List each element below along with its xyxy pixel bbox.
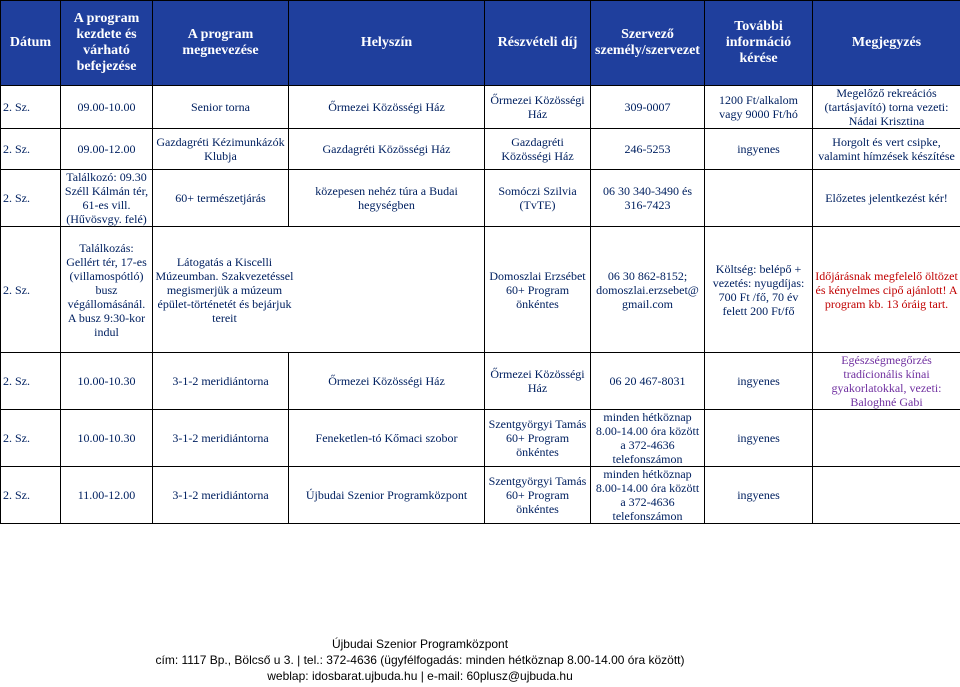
row-date: 2. Sz. [1,227,61,353]
row-time: 09.00-10.00 [61,86,153,129]
row-note [813,410,960,467]
table-row [1,467,960,524]
row-organizer: Őrmezei Közösségi Ház [485,86,591,129]
row-program-name: 60+ természetjárás [153,170,289,227]
header-date: Dátum [1,1,61,86]
row-note: Időjárásnak megfelelő öltözet és kényelmes cipő ajánlott! A program kb. 13 óráig tart. [813,227,960,353]
row-program-name: Gazdagréti Kézimunkázók Klubja [153,129,289,170]
table-row [1,410,960,467]
row-program-name: Látogatás a Kiscelli Múzeumban. Szakvezetéssel megismerjük a múzeum épület-történetét és bejárjuk tereit [153,227,485,353]
header-name: A program megnevezése [153,1,289,86]
row-program-name: Senior torna [153,86,289,129]
row-location: Feneketlen-tó Kőmaci szobor [289,410,485,467]
table-row [1,86,960,129]
row-organizer: Somóczi Szilvia (TvTE) [485,170,591,227]
row-location: közepesen nehéz túra a Budai hegységben [289,170,485,227]
row-fee [705,170,813,227]
footer-web: weblap: idosbarat.ujbuda.hu | e-mail: 60plusz@ujbuda.hu [267,669,573,683]
row-contact: 06 20 467-8031 [591,353,705,410]
row-program-name: 3-1-2 meridiántorna [153,353,289,410]
row-organizer: Domoszlai Erzsébet 60+ Program önkéntes [485,227,591,353]
row-contact: 06 30 862-8152; domoszlai.erzsebet@ gmail.com [591,227,705,353]
row-fee: ingyenes [705,467,813,524]
row-contact: 309-0007 [591,86,705,129]
row-program-name: 3-1-2 meridiántorna [153,467,289,524]
row-date: 2. Sz. [1,467,61,524]
row-date: 2. Sz. [1,129,61,170]
row-date: 2. Sz. [1,170,61,227]
header-row [1,1,960,86]
row-time: 10.00-10.30 [61,410,153,467]
row-location: Újbudai Szenior Programközpont [289,467,485,524]
row-time: 11.00-12.00 [61,467,153,524]
table-row [1,170,960,227]
row-contact: minden hétköznap 8.00-14.00 óra között a 372-4636 telefonszámon [591,410,705,467]
header-info: További információ kérése [705,1,813,86]
row-fee: 1200 Ft/alkalom vagy 9000 Ft/hó [705,86,813,129]
header-note: Megjegyzés [813,1,960,86]
row-time: Találkozó: 09.30 Széll Kálmán tér, 61-es vill. (Hűvösvgy. felé) [61,170,153,227]
row-date: 2. Sz. [1,410,61,467]
header-fee: Részvételi díj [485,1,591,86]
footer-org-name: Újbudai Szenior Programközpont [331,637,509,651]
row-contact: 06 30 340-3490 és 316-7423 [591,170,705,227]
row-organizer: Szentgyörgyi Tamás 60+ Program önkéntes [485,410,591,467]
row-date: 2. Sz. [1,353,61,410]
row-program-name: 3-1-2 meridiántorna [153,410,289,467]
row-fee: ingyenes [705,353,813,410]
table-row [1,227,960,353]
row-fee: ingyenes [705,410,813,467]
table-row [1,353,960,410]
row-note [813,467,960,524]
row-contact: minden hétköznap 8.00-14.00 óra között a 372-4636 telefonszámon [591,467,705,524]
row-contact: 246-5253 [591,129,705,170]
row-note: Egészségmegőrzés tradícionális kínai gyakorlatokkal, vezeti: Baloghné Gabi [813,353,960,410]
header-location: Helyszín [289,1,485,86]
row-location: Őrmezei Közösségi Ház [289,86,485,129]
row-organizer: Gazdagréti Közösségi Ház [485,129,591,170]
table-row [1,129,960,170]
row-location: Gazdagréti Közösségi Ház [289,129,485,170]
row-note: Megelőző rekreációs (tartásjavító) torna vezeti: Nádai Krisztina [813,86,960,129]
row-time: 10.00-10.30 [61,353,153,410]
row-fee: ingyenes [705,129,813,170]
row-note: Előzetes jelentkezést kér! [813,170,960,227]
row-note: Horgolt és vert csipke, valamint hímzések készítése [813,129,960,170]
row-organizer: Őrmezei Közösségi Ház [485,353,591,410]
row-time: Találkozás: Gellért tér, 17-es (villamospótló) busz végállomásánál. A busz 9:30-kor indul [61,227,153,353]
row-date: 2. Sz. [1,86,61,129]
row-organizer: Szentgyörgyi Tamás 60+ Program önkéntes [485,467,591,524]
footer-address: cím: 1117 Bp., Bölcső u 3. | tel.: 372-4636 (ügyfélfogadás: minden hétköznap 8.00-14.00 óra között) [155,653,685,667]
header-organizer: Szervező személy/szervezet [591,1,705,86]
row-location: Őrmezei Közösségi Ház [289,353,485,410]
row-time: 09.00-12.00 [61,129,153,170]
row-fee: Költség: belépő + vezetés: nyugdíjas: 700 Ft /fő, 70 év felett 200 Ft/fő [705,227,813,353]
footer [0,636,840,684]
header-start: A program kezdete és várható befejezése [61,1,153,86]
